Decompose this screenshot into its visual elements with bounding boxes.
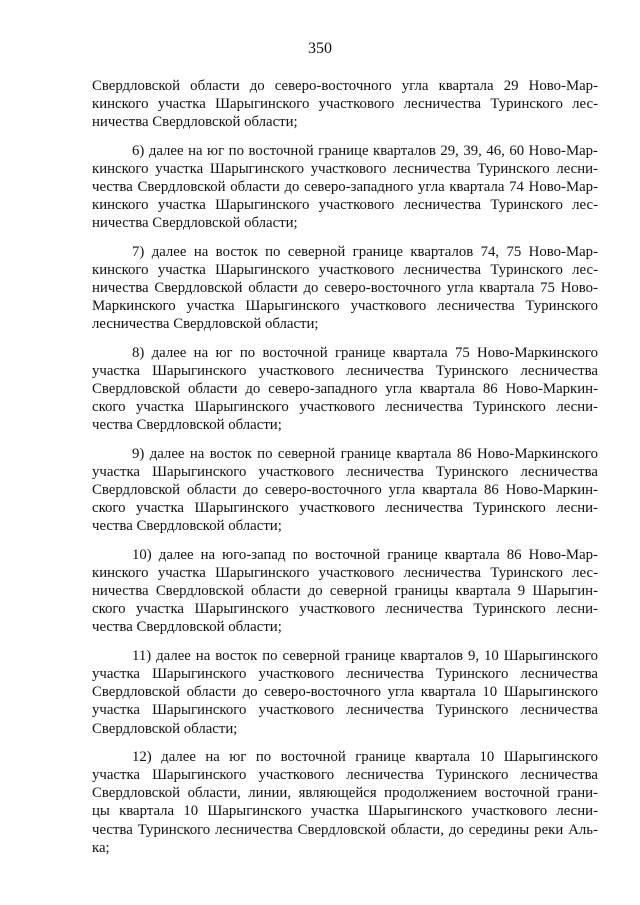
text-line: ского участка Шарыгинского участкового лесничества Туринского лесни- xyxy=(92,601,598,618)
text-line: Свердловской области до северо-западного угла квартала 86 Ново-Маркин- xyxy=(92,381,598,398)
paragraph xyxy=(92,647,598,738)
text-line: чества Свердловской области; xyxy=(92,417,282,434)
paragraph xyxy=(92,748,598,857)
text-line: кинского участка Шарыгинского участкового лесничества Туринского лес- xyxy=(92,96,598,113)
text-line: чества Туринского лесничества Свердловской области, до середины реки Аль- xyxy=(92,821,598,838)
text-line: участка Шарыгинского участкового лесничества Туринского лесничества xyxy=(92,702,598,719)
text-line: Свердловской области; xyxy=(92,720,238,737)
text-line: кинского участка Шарыгинского участкового лесничества Туринского лес- xyxy=(92,261,598,278)
text-line: ничества Свердловской области до северной границы квартала 9 Шарыгин- xyxy=(92,583,598,600)
text-line: участка Шарыгинского участкового лесничества Туринского лесничества xyxy=(92,362,598,379)
text-line: ского участка Шарыгинского участкового лесничества Туринского лесни- xyxy=(92,399,598,416)
paragraph xyxy=(92,445,598,536)
text-line: участка Шарыгинского участкового лесничества Туринского лесничества xyxy=(92,766,598,783)
paragraph xyxy=(92,243,598,334)
text-line: 7) далее на восток по северной границе кварталов 74, 75 Ново-Мар- xyxy=(132,243,598,260)
text-line: кинского участка Шарыгинского участкового лесничества Туринского лес- xyxy=(92,564,598,581)
text-line: ничества Свердловской области; xyxy=(92,215,298,232)
text-line: Свердловской области до северо-восточного угла квартала 29 Ново-Мар- xyxy=(92,78,598,94)
text-line: 10) далее на юго-запад по восточной границе квартала 86 Ново-Мар- xyxy=(132,546,598,563)
text-line: кинского участка Шарыгинского участкового лесничества Туринского лесни- xyxy=(92,160,598,177)
paragraph xyxy=(92,142,598,233)
text-line: 12) далее на юг по восточной границе квартала 10 Шарыгинского xyxy=(132,748,598,765)
text-line: лесничества Свердловской области; xyxy=(92,316,319,333)
text-line: участка Шарыгинского участкового лесничества Туринского лесничества xyxy=(92,463,598,480)
document-body xyxy=(92,77,598,867)
paragraph xyxy=(92,77,598,132)
text-line: участка Шарыгинского участкового лесничества Туринского лесничества xyxy=(92,665,598,682)
text-line: 9) далее на восток по северной границе квартала 86 Ново-Маркинского xyxy=(132,445,598,462)
text-line: ского участка Шарыгинского участкового лесничества Туринского лесни- xyxy=(92,500,598,517)
text-line: Маркинского участка Шарыгинского участкового лесничества Туринского xyxy=(92,298,598,315)
text-line: Свердловской области до северо-восточного угла квартала 86 Ново-Маркин- xyxy=(92,482,598,499)
text-line: Свердловской области до северо-восточного угла квартала 10 Шарыгинского xyxy=(92,684,598,701)
text-line: 6) далее на юг по восточной границе кварталов 29, 39, 46, 60 Ново-Мар- xyxy=(132,142,598,159)
text-line: 11) далее на восток по северной границе кварталов 9, 10 Шарыгинского xyxy=(132,647,598,664)
text-line: чества Свердловской области; xyxy=(92,619,282,636)
text-line: ничества Свердловской области до северо-восточного угла квартала 75 Ново- xyxy=(92,280,598,297)
paragraph xyxy=(92,344,598,435)
text-line: ка; xyxy=(92,839,110,856)
text-line: ничества Свердловской области; xyxy=(92,114,298,131)
paragraph xyxy=(92,546,598,637)
text-line: кинского участка Шарыгинского участкового лесничества Туринского лес- xyxy=(92,197,598,214)
text-line: Свердловской области, линии, являющейся продолжением восточной грани- xyxy=(92,785,598,802)
page-number: 350 xyxy=(308,40,332,57)
text-line: цы квартала 10 Шарыгинского участка Шарыгинского участкового лесни- xyxy=(92,803,598,820)
text-line: чества Свердловской области; xyxy=(92,518,282,535)
text-line: чества Свердловской области до северо-западного угла квартала 74 Ново-Мар- xyxy=(92,179,598,196)
text-line: 8) далее на юг по восточной границе квартала 75 Ново-Маркинского xyxy=(132,344,598,361)
